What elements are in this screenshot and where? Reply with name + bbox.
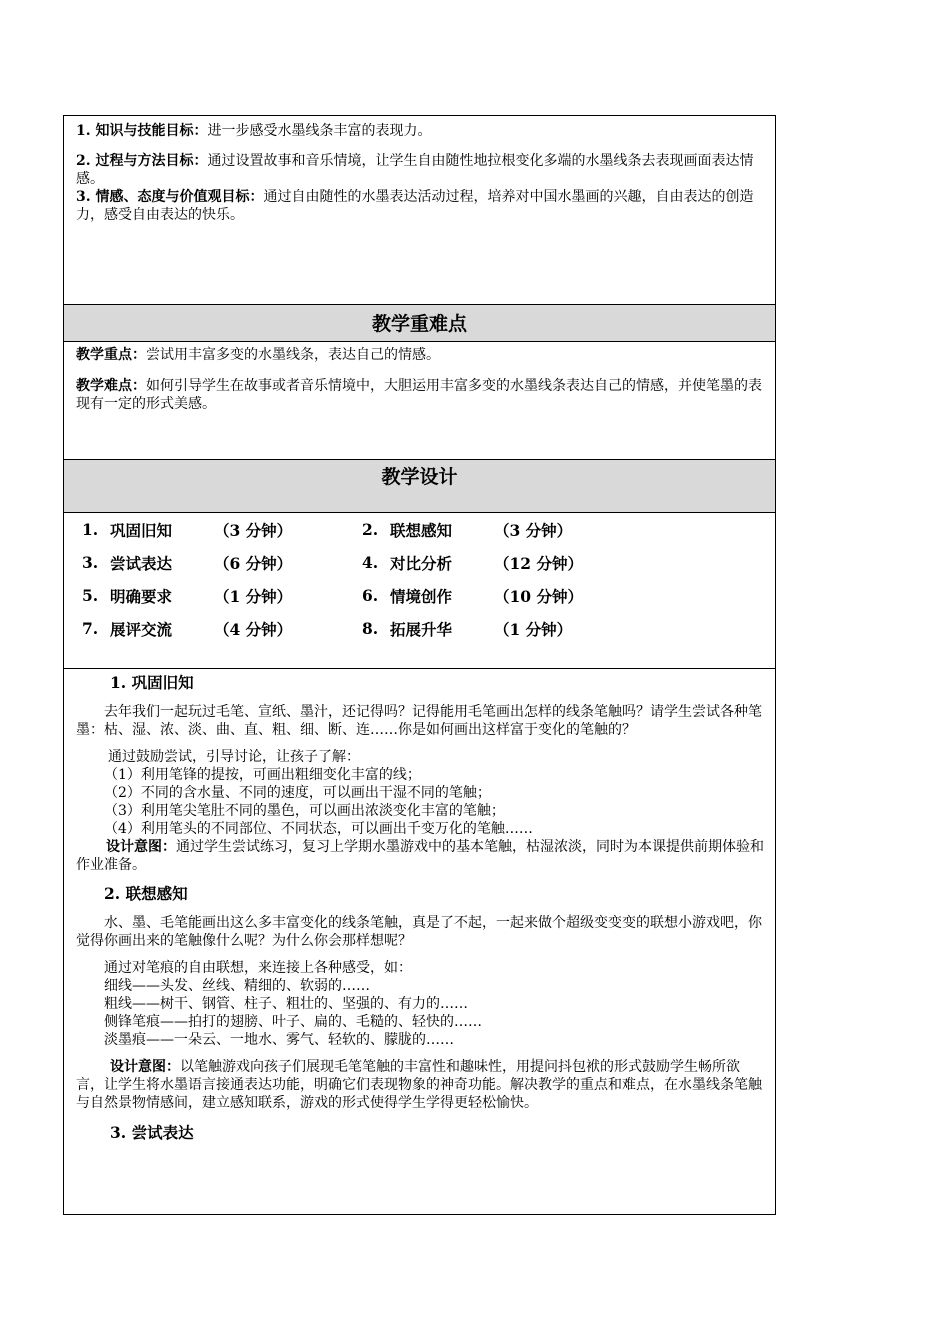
goal-2: 2. 过程与方法目标：通过设置故事和音乐情境，让学生自由随性地拉根变化多端的水墨线条去表现画面表达情感。 [76,153,754,187]
goals-section [64,116,775,304]
section1-heading: 1. 巩固旧知 [110,673,194,692]
teaching-difficulty: 教学难点：如何引导学生在故事或者音乐情境中，大胆运用丰富多变的水墨线条表达自己的情感，并使笔墨的表现有一定的形式美感。 [76,378,762,412]
design-row: 5. 明确要求 （1 分钟） 6. 情境创作 （10 分钟） [82,586,583,606]
section1-item: （4）利用笔头的不同部位、不同状态，可以画出千变万化的笔触…… [104,821,533,837]
section1-intent: 设计意图：通过学生尝试练习，复习上学期水墨游戏中的基本笔触，枯湿浓淡，同时为本课提供前期体验和作业准备。 [76,839,764,873]
section2-heading: 2. 联想感知 [104,884,188,903]
section1-item: （2）不同的含水量、不同的速度，可以画出干湿不同的笔触； [104,785,491,801]
key-points-heading: 教学重难点 [64,304,775,341]
teaching-focus: 教学重点：尝试用丰富多变的水墨线条，表达自己的情感。 [76,347,440,363]
section2-intro: 水、墨、毛笔能画出这么多丰富变化的线条笔触，真是了不起，一起来做个超级变变变的联想小游戏吧，你觉得你画出来的笔触像什么呢？为什么你会那样想呢？ [76,915,762,949]
design-row: 7. 展评交流 （4 分钟） 8. 拓展升华 （1 分钟） [82,619,573,639]
section2-item: 细线——头发、丝线、精细的、软弱的…… [104,978,370,994]
process-section [64,668,775,1214]
key-points-section [64,341,775,459]
design-heading: 教学设计 [64,459,775,512]
design-row: 1. 巩固旧知 （3 分钟） 2. 联想感知 （3 分钟） [82,520,573,540]
section1-lead: 通过鼓励尝试，引导讨论，让孩子了解： [108,749,360,765]
section1-item: （3）利用笔尖笔肚不同的墨色，可以画出浓淡变化丰富的笔触； [104,803,505,819]
design-steps-section [64,512,775,668]
section2-intent: 设计意图：以笔触游戏向孩子们展现毛笔笔触的丰富性和趣味性，用提问抖包袱的形式鼓励学生畅所欲言，让学生将水墨语言接通表达功能，明确它们表现物象的神奇功能。解决教学的重点和难点，在水墨线条笔触与自然景物情感间，建立感知联系，游戏的形式使得学生学得更轻松愉快。 [76,1059,762,1111]
goal-3: 3. 情感、态度与价值观目标：通过自由随性的水墨表达活动过程，培养对中国水墨画的兴趣，自由表达的创造力，感受自由表达的快乐。 [76,189,754,223]
design-row: 3. 尝试表达 （6 分钟） 4. 对比分析 （12 分钟） [82,553,583,573]
section2-lead: 通过对笔痕的自由联想，来连接上各种感受，如： [104,960,412,976]
section1-intro: 去年我们一起玩过毛笔、宣纸、墨汁，还记得吗？记得能用毛笔画出怎样的线条笔触吗？请学生尝试各种笔墨：枯、湿、浓、淡、曲、直、粗、细、断、连……你是如何画出这样富于变化的笔触的？ [76,704,762,738]
lesson-plan-table [63,115,776,1215]
section2-item: 淡墨痕——一朵云、一地水、雾气、轻软的、朦胧的…… [104,1032,454,1048]
goal-1: 1. 知识与技能目标：进一步感受水墨线条丰富的表现力。 [76,123,432,139]
section3-heading: 3. 尝试表达 [110,1123,194,1142]
section1-item: （1）利用笔锋的提按，可画出粗细变化丰富的线； [104,767,421,783]
section2-item: 粗线——树干、钢管、柱子、粗壮的、坚强的、有力的…… [104,996,468,1012]
section2-item: 侧锋笔痕——拍打的翅膀、叶子、扁的、毛糙的、轻快的…… [104,1014,482,1030]
